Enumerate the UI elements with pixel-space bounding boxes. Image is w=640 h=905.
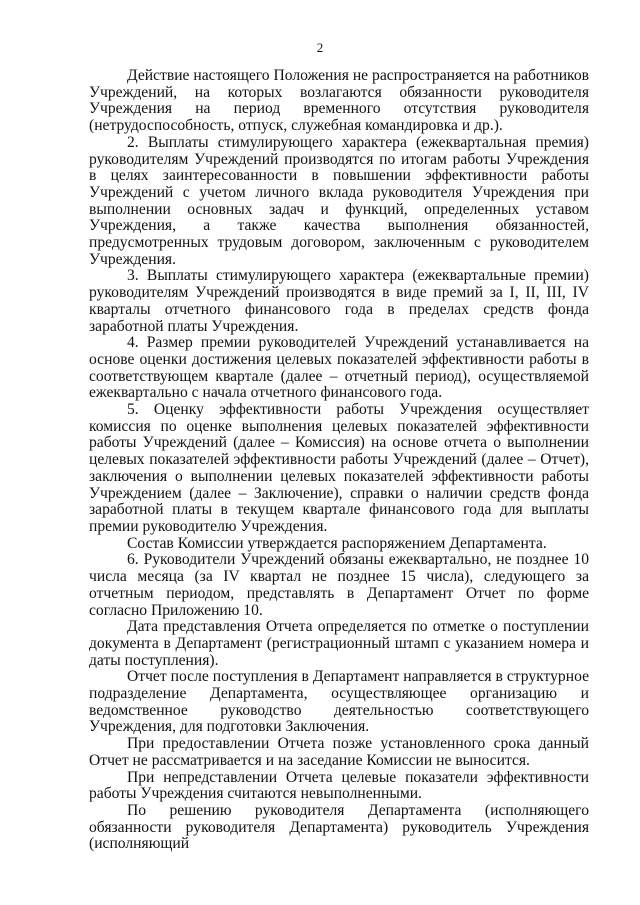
paragraph-scope: Действие настоящего Положения не распространяется на работников Учреждений, на которых возлагаются обязанности руководителя Учреждения на период временного отсутствия руководителя (нетрудоспособность, отпуск, служебная командировка и др.). bbox=[89, 67, 589, 135]
paragraph-report-date: Дата представления Отчета определяется по отметке о поступлении документа в Департамент (регистрационный штамп с указанием номера и даты поступления). bbox=[89, 618, 589, 669]
paragraph-missing-report: При непредставлении Отчета целевые показатели эффективности работы Учреждения считаются невыполненными. bbox=[89, 768, 589, 803]
paragraph-3-bonus-periods: 3. Выплаты стимулирующего характера (ежеквартальные премии) руководителям Учреждений производятся в виде премий за I, II, III, IV кварталы отчетного финансового года в пределах средств фонда заработной платы Учреждения. bbox=[89, 267, 589, 335]
paragraph-late-report: При предоставлении Отчета позже установленного срока данный Отчет не рассматривается и на заседание Комиссии не выносится. bbox=[89, 735, 589, 769]
page-number: 2 bbox=[316, 40, 324, 55]
paragraph-report-routing: Отчет после поступления в Департамент направляется в структурное подразделение Департамента, осуществляющее организацию и ведомственное руководство деятельностью соответствующего Учреждения, для подготовки Заключения. bbox=[89, 668, 589, 736]
paragraph-6-report-deadline: 6. Руководители Учреждений обязаны ежеквартально, не позднее 10 числа месяца (за IV квартал не позднее 15 числа), следующего за отчетным периодом, представлять в Департамент Отчет по форме согласно Приложению 10. bbox=[89, 551, 589, 619]
paragraph-5-commission: 5. Оценку эффективности работы Учреждения осуществляет комиссия по оценке выполнения целевых показателей эффективности работы Учреждений (далее – Комиссия) на основе отчета о выполнении целевых показателей эффективности работы Учреждений (далее – Отчет), заключения о выполнении целевых показателей эффективности работы Учреждением (далее – Заключение), справки о наличии средств фонда заработной платы в текущем квартале финансового года для выплаты премии руководителю Учреждения. bbox=[89, 401, 589, 535]
paragraph-commission-composition: Состав Комиссии утверждается распоряжением Департамента. bbox=[127, 534, 547, 552]
paragraph-2-quarterly-bonus: 2. Выплаты стимулирующего характера (ежеквартальная премия) руководителям Учреждений производятся по итогам работы Учреждения в целях заинтересованности в повышении эффективности работы Учреждений с учетом личного вклада руководителя Учреждения при выполнении основных задач и функций, определенных уставом Учреждения, а также качества выполнения обязанностей, предусмотренных трудовым договором, заключенным с руководителем Учреждения. bbox=[89, 133, 589, 268]
paragraph-4-bonus-size: 4. Размер премии руководителей Учреждений устанавливается на основе оценки достижения целевых показателей эффективности работы в соответствующем квартале (далее – отчетный период), осуществляемой ежеквартально с начала отчетного финансового года. bbox=[89, 334, 589, 402]
paragraph-director-decision: По решению руководителя Департамента (исполняющего обязанности руководителя Департамента) руководитель Учреждения (исполняющий bbox=[89, 801, 589, 853]
document-body bbox=[89, 68, 589, 853]
